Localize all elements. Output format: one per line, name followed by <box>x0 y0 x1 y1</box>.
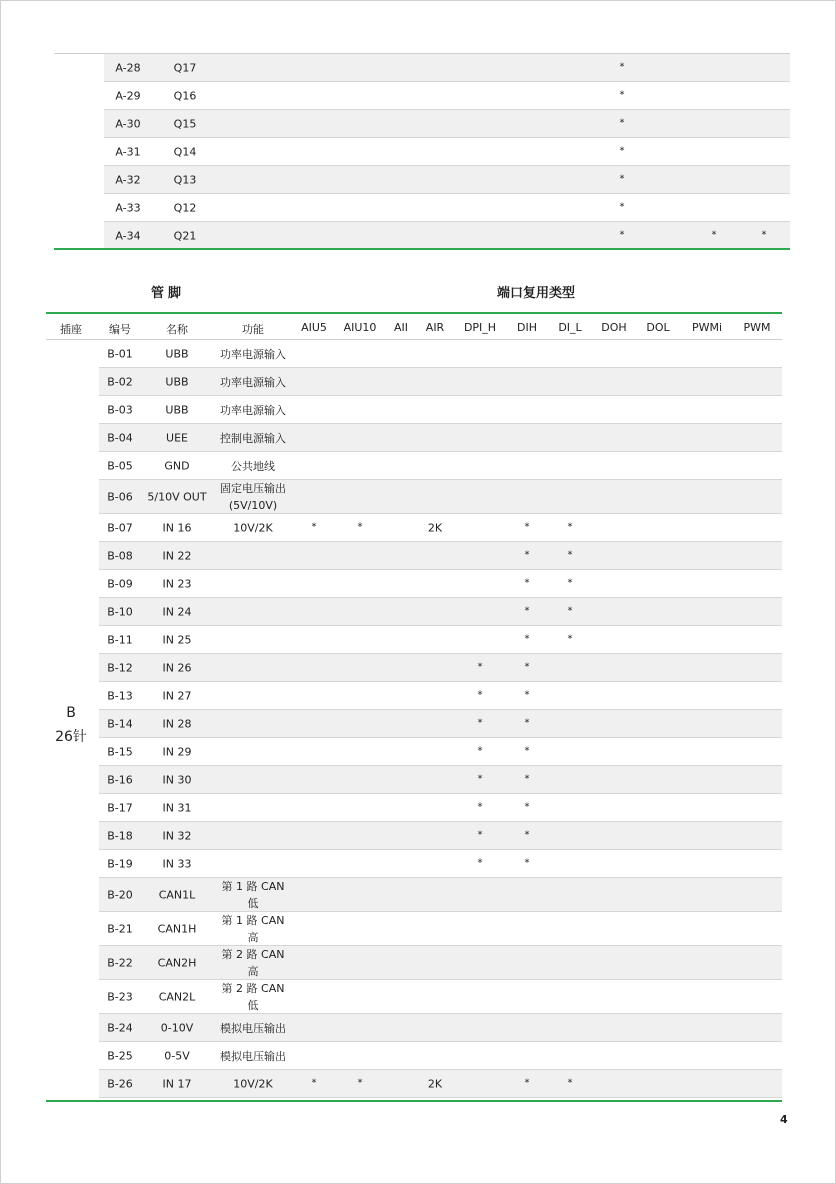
pin-table-a <box>54 53 790 249</box>
pin-name: IN 26 <box>162 661 192 675</box>
pin-name: IN 22 <box>162 549 192 563</box>
header-function: 功能 <box>242 323 264 336</box>
support-mark-dpi-h: * <box>477 689 483 701</box>
support-mark-pwm: * <box>761 229 767 241</box>
pin-function <box>220 480 286 514</box>
socket-label <box>55 701 87 749</box>
support-mark-dih: * <box>524 605 530 617</box>
pin-name: Q15 <box>173 117 197 131</box>
header-number: 编号 <box>109 323 131 336</box>
socket-pin-count: 26针 <box>55 729 87 745</box>
pin-function-line: 高 <box>247 931 259 944</box>
pin-function: 功率电源输入 <box>220 404 286 417</box>
support-mark-doh: * <box>619 201 625 213</box>
pin-number: B-19 <box>107 857 133 871</box>
pin-function: 模拟电压输出 <box>220 1022 286 1035</box>
header-air: AIR <box>425 321 445 334</box>
table-row <box>104 110 790 138</box>
pin-name: 5/10V OUT <box>147 490 207 504</box>
pin-name: IN 16 <box>162 521 192 535</box>
pin-number: B-02 <box>107 375 133 389</box>
table-row <box>99 794 782 822</box>
support-mark-di-l: * <box>567 521 573 533</box>
table-row <box>99 912 782 946</box>
support-mark-dih: * <box>524 801 530 813</box>
support-mark-dih: * <box>524 661 530 673</box>
support-mark-dih: * <box>524 829 530 841</box>
table-row <box>104 222 790 250</box>
pin-number: B-08 <box>107 549 133 563</box>
table-row <box>104 54 790 82</box>
pin-number: A-31 <box>115 145 141 159</box>
pin-name: IN 23 <box>162 577 192 591</box>
pin-function-line: 第 1 路 CAN <box>221 914 285 927</box>
pin-name: IN 27 <box>162 689 192 703</box>
pin-number: B-14 <box>107 717 133 731</box>
table-row <box>104 194 790 222</box>
pin-function-line: 固定电压输出 <box>220 482 286 495</box>
table-row <box>99 514 782 542</box>
pin-number: B-21 <box>107 922 133 936</box>
row-divider <box>99 1097 782 1098</box>
pin-function-line: 第 2 路 CAN <box>221 982 285 995</box>
support-mark-doh: * <box>619 145 625 157</box>
pin-name: IN 25 <box>162 633 192 647</box>
pin-name: IN 24 <box>162 605 192 619</box>
pin-name: CAN1H <box>157 922 197 936</box>
pin-number: B-15 <box>107 745 133 759</box>
support-mark-doh: * <box>619 61 625 73</box>
pin-number: B-12 <box>107 661 133 675</box>
table-row <box>99 1042 782 1070</box>
support-mark-dpi-h: * <box>477 829 483 841</box>
pin-number: A-33 <box>115 201 141 215</box>
support-mark-dpi-h: * <box>477 857 483 869</box>
pin-name: Q16 <box>173 89 197 103</box>
page-number: 4 <box>780 1113 788 1126</box>
support-mark-di-l: * <box>567 577 573 589</box>
pin-name: UBB <box>165 375 189 389</box>
header-aiu5: AIU5 <box>301 321 327 334</box>
table-row <box>99 766 782 794</box>
pin-number: B-06 <box>107 490 133 504</box>
table-row <box>99 1014 782 1042</box>
pin-function <box>222 980 285 1014</box>
pin-function-line: 高 <box>247 965 259 978</box>
support-mark-pwmi: * <box>711 229 717 241</box>
pin-number: B-25 <box>107 1049 133 1063</box>
header-pwm: PWM <box>743 321 771 334</box>
table-row <box>99 822 782 850</box>
pin-name: GND <box>164 459 190 473</box>
pin-name: Q13 <box>173 173 197 187</box>
table-row <box>99 570 782 598</box>
pin-number: A-34 <box>115 229 141 243</box>
support-mark-dih: * <box>524 549 530 561</box>
pin-number: A-28 <box>115 61 141 75</box>
pin-name: CAN2H <box>157 956 197 970</box>
pin-number: B-11 <box>107 633 133 647</box>
pin-name: IN 30 <box>162 773 192 787</box>
pin-function: 功率电源输入 <box>220 348 286 361</box>
pin-name: Q14 <box>173 145 197 159</box>
table-row <box>99 626 782 654</box>
support-mark-dih: * <box>524 633 530 645</box>
table-row <box>99 340 782 368</box>
pin-number: B-22 <box>107 956 133 970</box>
pin-name: IN 28 <box>162 717 192 731</box>
table-a-bottom-rule <box>54 248 790 250</box>
table-row <box>104 82 790 110</box>
pin-function-line: (5V/10V) <box>228 499 278 512</box>
pin-number: A-32 <box>115 173 141 187</box>
pin-name: IN 32 <box>162 829 192 843</box>
table-row <box>99 452 782 480</box>
table-row <box>99 878 782 912</box>
table-row <box>99 542 782 570</box>
pin-number: B-09 <box>107 577 133 591</box>
table-row <box>99 1070 782 1098</box>
pin-name: IN 17 <box>162 1077 192 1091</box>
socket-id: B <box>66 705 76 721</box>
table-row <box>99 710 782 738</box>
support-mark-aiu5: * <box>311 1077 317 1089</box>
support-mark-doh: * <box>619 117 625 129</box>
support-mark-dih: * <box>524 745 530 757</box>
pin-name: 0-10V <box>160 1021 194 1035</box>
table-row <box>99 850 782 878</box>
support-mark-di-l: * <box>567 1077 573 1089</box>
support-mark-dpi-h: * <box>477 717 483 729</box>
table-b-bottom-rule <box>46 1100 782 1102</box>
pin-function: 10V/2K <box>233 1077 273 1091</box>
header-doh: DOH <box>601 321 627 334</box>
pin-name: Q12 <box>173 201 197 215</box>
pin-number: B-03 <box>107 403 133 417</box>
pin-number: B-07 <box>107 521 133 535</box>
support-mark-dih: * <box>524 773 530 785</box>
pin-number: B-18 <box>107 829 133 843</box>
support-mark-dih: * <box>524 857 530 869</box>
table-row <box>99 368 782 396</box>
pin-number: B-13 <box>107 689 133 703</box>
table-row <box>99 480 782 514</box>
header-name: 名称 <box>166 323 188 336</box>
pin-name: UEE <box>166 431 188 445</box>
support-mark-di-l: * <box>567 549 573 561</box>
support-mark-doh: * <box>619 173 625 185</box>
header-dol: DOL <box>646 321 670 334</box>
support-mark-dih: * <box>524 577 530 589</box>
pin-number: B-10 <box>107 605 133 619</box>
pin-name: IN 29 <box>162 745 192 759</box>
pin-function: 公共地线 <box>231 460 275 473</box>
pin-name: UBB <box>165 347 189 361</box>
pin-function: 模拟电压输出 <box>220 1050 286 1063</box>
pin-number: B-16 <box>107 773 133 787</box>
pin-number: A-30 <box>115 117 141 131</box>
support-mark-dih: * <box>524 521 530 533</box>
pin-function <box>222 912 285 946</box>
support-mark-di-l: * <box>567 633 573 645</box>
header-aiu10: AIU10 <box>343 321 377 334</box>
pin-name: IN 33 <box>162 857 192 871</box>
support-mark-aiu10: * <box>357 1077 363 1089</box>
pin-number: B-17 <box>107 801 133 815</box>
pin-number: B-23 <box>107 990 133 1004</box>
pin-number: B-26 <box>107 1077 133 1091</box>
pin-number: A-29 <box>115 89 141 103</box>
pin-function-line: 第 2 路 CAN <box>221 948 285 961</box>
support-mark-dpi-h: * <box>477 801 483 813</box>
support-mark-di-l: * <box>567 605 573 617</box>
table-b-top-rule <box>46 312 782 314</box>
pin-name: Q17 <box>173 61 197 75</box>
pin-number: B-01 <box>107 347 133 361</box>
header-dpi-h: DPI_H <box>463 321 497 334</box>
table-row <box>99 682 782 710</box>
table-row <box>99 396 782 424</box>
pin-number: B-05 <box>107 459 133 473</box>
support-mark-aiu5: * <box>311 521 317 533</box>
header-di-l: DI_L <box>558 321 582 334</box>
pin-name: CAN1L <box>158 888 196 902</box>
table-row <box>99 980 782 1014</box>
header-pwmi: PWMi <box>691 321 723 334</box>
pin-function <box>222 946 285 980</box>
table-row <box>99 738 782 766</box>
pin-name: IN 31 <box>162 801 192 815</box>
pin-number: B-20 <box>107 888 133 902</box>
support-mark-dih: * <box>524 689 530 701</box>
header-aii: AII <box>393 321 409 334</box>
pin-number: B-04 <box>107 431 133 445</box>
pin-function-line: 低 <box>247 999 259 1012</box>
pin-function: 控制电源输入 <box>220 432 286 445</box>
table-row <box>99 598 782 626</box>
support-mark-dpi-h: * <box>477 745 483 757</box>
air-value: 2K <box>427 521 443 535</box>
pin-section-heading: 管脚 <box>151 286 186 301</box>
table-row <box>99 946 782 980</box>
support-mark-aiu10: * <box>357 521 363 533</box>
pin-function-line: 第 1 路 CAN <box>221 880 285 893</box>
port-type-section-heading: 端口复用类型 <box>497 286 576 301</box>
air-value: 2K <box>427 1077 443 1091</box>
header-socket: 插座 <box>60 323 82 336</box>
support-mark-dih: * <box>524 1077 530 1089</box>
pin-function-line: 低 <box>247 897 259 910</box>
pin-name: 0-5V <box>164 1049 190 1063</box>
table-row <box>104 138 790 166</box>
pin-function <box>222 878 285 912</box>
pin-name: Q21 <box>173 229 197 243</box>
pin-function: 功率电源输入 <box>220 376 286 389</box>
pin-name: CAN2L <box>158 990 196 1004</box>
support-mark-doh: * <box>619 229 625 241</box>
support-mark-dpi-h: * <box>477 661 483 673</box>
pin-number: B-24 <box>107 1021 133 1035</box>
table-row <box>104 166 790 194</box>
support-mark-dpi-h: * <box>477 773 483 785</box>
header-dih: DIH <box>517 321 537 334</box>
support-mark-dih: * <box>524 717 530 729</box>
support-mark-doh: * <box>619 89 625 101</box>
pin-function: 10V/2K <box>233 521 273 535</box>
table-row <box>99 654 782 682</box>
pin-name: UBB <box>165 403 189 417</box>
table-row <box>99 424 782 452</box>
